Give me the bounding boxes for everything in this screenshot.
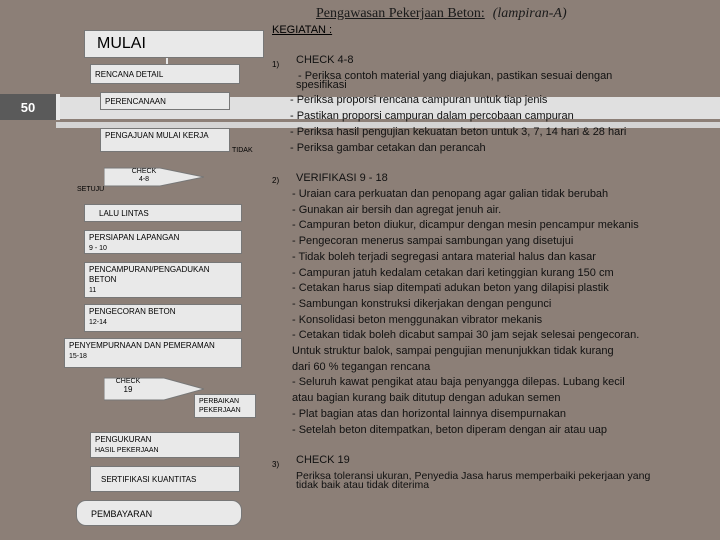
check-4-8-num: 4-8 [138, 176, 150, 183]
perbaikan-label: PERBAIKAN PEKERJAAN [199, 398, 241, 414]
note-1-line: - Periksa contoh material yang diajukan, pastikan sesuai dengan [298, 70, 613, 82]
subtitle-text: (lampiran-A) [492, 6, 567, 21]
perbaikan-node [194, 394, 256, 418]
note-2-line: - Konsolidasi beton menggunakan vibrator mekanis [292, 313, 543, 326]
note-2-line: atau bagian kurang baik ditutup dengan adukan semen [292, 392, 561, 405]
note-3-line: Periksa toleransi ukuran, Penyedia Jasa harus memperbaiki pekerjaan yang [296, 470, 651, 482]
rencana-detail-node [90, 64, 240, 84]
page-title [316, 6, 567, 22]
note-2-line: - Campuran jatuh kedalam cetakan dari ketinggian kurang 150 cm [292, 266, 614, 279]
sertifikasi-label: SERTIFIKASI KUANTITAS [101, 475, 197, 484]
setuju-label: SETUJU [77, 186, 105, 193]
pengajuan-node [100, 128, 230, 152]
pengukuran-node [90, 432, 240, 458]
penyempurnaan-num: 15-18 [69, 353, 87, 360]
note-2-line: - Cetakan tidak boleh dicabut sampai 30 jam sejak selesai pengecoran. [292, 329, 640, 342]
pembayaran-label: PEMBAYARAN [91, 509, 153, 519]
kegiatan-label: KEGIATAN : [272, 24, 333, 36]
note-2-line: - Uraian cara perkuatan dan penopang agar galian tidak berubah [292, 188, 609, 200]
pengecoran-label: PENGECORAN BETON [89, 307, 176, 316]
start-node: MULAI [84, 30, 264, 58]
note-2-line: - Cetakan harus siap ditempati adukan beton yang dilapisi plastik [292, 282, 609, 295]
lalu-lintas-node [84, 204, 242, 222]
note-1-line: spesifikasi [296, 79, 347, 91]
rencana-detail-label: RENCANA DETAIL [95, 70, 164, 79]
note-2-line: - Setelah beton ditempatkan, beton diperam dengan air atau uap [292, 423, 607, 436]
pengukuran-label: PENGUKURAN [95, 435, 152, 444]
persiapan-node [84, 230, 242, 254]
pencampuran-label: PENCAMPURAN/PENGADUKAN BETON [89, 265, 210, 284]
note-3-line: tidak baik atau tidak diterima [296, 479, 430, 491]
note-1-number: 1) [272, 60, 280, 69]
pengecoran-node [84, 304, 242, 332]
note-2-number: 2) [272, 176, 280, 185]
perencanaan-label: PERENCANAAN [105, 97, 166, 106]
note-1-line: - Periksa hasil pengujian kekuatan beton untuk 3, 7, 14 hari & 28 hari [290, 126, 627, 138]
note-2-line: - Tidak boleh terjadi segregasi antara material halus dan kasar [292, 250, 596, 263]
persiapan-num: 9 - 10 [89, 245, 107, 252]
check-4-8-text: CHECK [131, 168, 157, 175]
note-2-title: VERIFIKASI 9 - 18 [296, 172, 388, 184]
title-text: Pengawasan Pekerjaan Beton: [316, 6, 485, 21]
pengecoran-num: 12-14 [89, 319, 107, 326]
note-2-line: - Campuran beton diukur, dicampur dengan mesin pencampur mekanis [292, 219, 639, 232]
sertifikasi-node [90, 466, 240, 492]
check-4-8-label [94, 168, 194, 184]
note-1-line: - Pastikan proporsi campuran dalam percobaan campuran [290, 110, 574, 122]
pencampuran-node [84, 262, 242, 298]
note-1-line: - Periksa gambar cetakan dan perancah [290, 142, 486, 154]
note-2-line: dari 60 % tegangan rencana [292, 360, 431, 373]
check-19-label [78, 378, 178, 395]
slide-number: 50 [0, 94, 60, 120]
note-2-line: - Seluruh kawat pengikat atau baja penyangga dilepas. Lubang kecil [292, 376, 625, 389]
note-1-line: - Periksa proporsi rencana campuran untuk tiap jenis [290, 94, 548, 106]
note-2-line: Untuk struktur balok, sampai pengujian menunjukkan tidak kurang [292, 345, 614, 357]
note-1-title: CHECK 4-8 [296, 54, 354, 66]
pembayaran-node [76, 500, 242, 526]
pengukuran-sub: HASIL PEKERJAAN [95, 447, 159, 454]
penyempurnaan-label: PENYEMPURNAAN DAN PEMERAMAN [69, 341, 215, 350]
penyempurnaan-node [64, 338, 242, 368]
check-19-text: CHECK [115, 378, 141, 385]
persiapan-label: PERSIAPAN LAPANGAN [89, 233, 180, 242]
check-19-num: 19 [123, 385, 133, 394]
lalu-lintas-label: LALU LINTAS [99, 209, 149, 218]
pencampuran-num: 11 [89, 287, 97, 294]
note-2-line: - Plat bagian atas dan horizontal lainnya disempurnakan [292, 407, 566, 420]
note-2-line: - Pengecoran menerus sampai sambungan yang disetujui [292, 235, 574, 248]
note-3-title: CHECK 19 [296, 454, 350, 466]
note-3-number: 3) [272, 460, 280, 469]
note-2-line: - Sambungan konstruksi dikerjakan dengan pengunci [292, 297, 552, 310]
note-2-line: - Gunakan air bersih dan agregat jenuh air. [292, 203, 502, 216]
tidak-label: TIDAK [232, 147, 253, 154]
pengajuan-label: PENGAJUAN MULAI KERJA [105, 131, 209, 140]
perencanaan-node [100, 92, 230, 110]
